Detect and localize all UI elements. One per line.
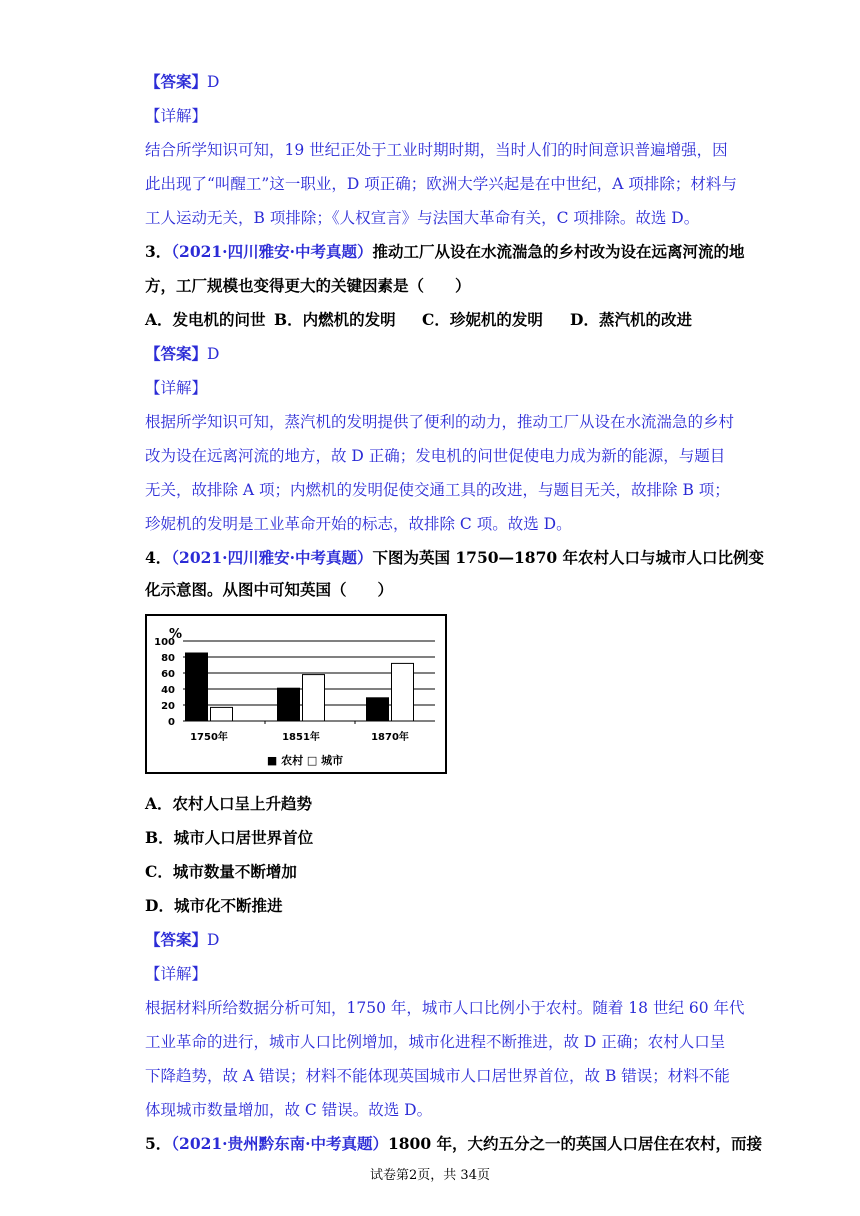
chart-ytick-label: 0 xyxy=(168,717,175,728)
q3-detail-line-2: 改为设在远离河流的地方，故 D 正确；发电机的问世促使电力成为新的能源，与题目 xyxy=(145,447,726,465)
q4-option-c: C．城市数量不断增加 xyxy=(145,862,297,881)
chart-bar-rural xyxy=(186,653,208,721)
q5-number: 5． xyxy=(145,1134,172,1153)
q4-detail-tag: 【详解】 xyxy=(145,965,208,983)
q4-source: （2021·四川雅安·中考真题） xyxy=(171,548,373,567)
q3-option-b: B．内燃机的发明 xyxy=(274,310,396,329)
chart-ylabel: % xyxy=(169,627,183,642)
q3-stem-text-1: 推动工厂从设在水流湍急的乡村改为设在远离河流的地 xyxy=(372,242,745,261)
q3-source: （2021·四川雅安·中考真题） xyxy=(171,242,373,261)
chart-xtick-label: 1851年 xyxy=(282,732,320,743)
page-footer: 试卷第2页，共 34页 xyxy=(370,1168,490,1183)
q4-stem-text-1: 下图为英国 1750—1870 年农村人口与城市人口比例变 xyxy=(372,548,765,567)
q4-answer-tag: 【答案】 xyxy=(145,930,208,949)
q5-source: （2021·贵州黔东南·中考真题） xyxy=(171,1134,388,1153)
chart-bar-urban xyxy=(303,675,325,721)
chart-xtick-label: 1870年 xyxy=(371,732,409,743)
q3-answer-line xyxy=(145,344,219,364)
q3-detail-line-1: 根据所学知识可知，蒸汽机的发明提供了便利的动力，推动工厂从设在水流湍急的乡村 xyxy=(145,413,735,431)
q2-detail-line-2: 此出现了“叫醒工”这一职业，D 项正确；欧洲大学兴起是在中世纪，A 项排除；材料与 xyxy=(145,175,737,193)
q5-stem-line-1 xyxy=(145,1134,762,1154)
q5-stem-text-1: 1800 年，大约五分之一的英国人口居住在农村，而接 xyxy=(387,1134,763,1153)
q4-stem-line-2: 化示意图。从图中可知英国（ ） xyxy=(145,580,394,599)
chart-ytick-label: 40 xyxy=(161,685,175,696)
q3-option-d: D．蒸汽机的改进 xyxy=(570,310,692,329)
q4-answer-line xyxy=(145,930,219,950)
q3-number: 3． xyxy=(145,242,172,261)
chart-legend: ■ 农村 □ 城市 xyxy=(266,754,344,767)
q2-answer: D xyxy=(207,73,220,91)
population-chart xyxy=(145,614,447,774)
q4-number: 4． xyxy=(145,548,172,567)
chart-bar-rural xyxy=(367,698,389,721)
q3-answer: D xyxy=(207,345,220,363)
q2-detail-line-3: 工人运动无关，B 项排除；《人权宣言》与法国大革命有关，C 项排除。故选 D。 xyxy=(145,209,700,227)
q3-detail-tag: 【详解】 xyxy=(145,379,208,397)
chart-bar-rural xyxy=(278,688,300,721)
chart-ytick-label: 80 xyxy=(161,653,175,664)
q3-option-c: C．珍妮机的发明 xyxy=(422,310,543,329)
q4-stem-line-1 xyxy=(145,548,764,568)
chart-xtick-label: 1750年 xyxy=(190,732,228,743)
q2-detail-tag: 【详解】 xyxy=(145,107,208,125)
chart-ytick-label: 20 xyxy=(161,701,175,712)
q4-option-d: D．城市化不断推进 xyxy=(145,896,283,915)
q3-detail-line-3: 无关，故排除 A 项；内燃机的发明促使交通工具的改进，与题目无关，故排除 B 项； xyxy=(145,481,730,499)
q3-option-a: A．发电机的问世 xyxy=(145,310,266,329)
q2-answer-line xyxy=(145,72,219,92)
chart-ytick-label: 60 xyxy=(161,669,175,680)
q4-detail-line-4: 体现城市数量增加，故 C 错误。故选 D。 xyxy=(145,1101,433,1119)
q4-detail-line-1: 根据材料所给数据分析可知，1750 年，城市人口比例小于农村。随着 18 世纪 60 年代 xyxy=(145,999,745,1017)
chart-bar-urban xyxy=(211,707,233,721)
q3-stem-line-1 xyxy=(145,242,745,262)
chart-ytick-label: 100 xyxy=(154,637,175,648)
q3-detail-line-4: 珍妮机的发明是工业革命开始的标志，故排除 C 项。故选 D。 xyxy=(145,515,572,533)
q2-detail-line-1: 结合所学知识可知，19 世纪正处于工业时期时期，当时人们的时间意识普遍增强，因 xyxy=(145,141,728,159)
q2-answer-tag: 【答案】 xyxy=(145,72,208,91)
q3-options xyxy=(145,310,692,330)
q4-detail-line-2: 工业革命的进行，城市人口比例增加，城市化进程不断推进，故 D 正确；农村人口呈 xyxy=(145,1033,726,1051)
population-chart-svg xyxy=(147,616,445,772)
q4-answer: D xyxy=(207,931,220,949)
q4-detail-line-3: 下降趋势，故 A 错误；材料不能体现英国城市人口居世界首位，故 B 错误；材料不能 xyxy=(145,1067,730,1085)
chart-bar-urban xyxy=(392,663,414,721)
q4-option-a: A．农村人口呈上升趋势 xyxy=(145,794,313,813)
q3-stem-line-2: 方，工厂规模也变得更大的关键因素是（ ） xyxy=(145,276,471,295)
q4-option-b: B．城市人口居世界首位 xyxy=(145,828,314,847)
q3-answer-tag: 【答案】 xyxy=(145,344,208,363)
